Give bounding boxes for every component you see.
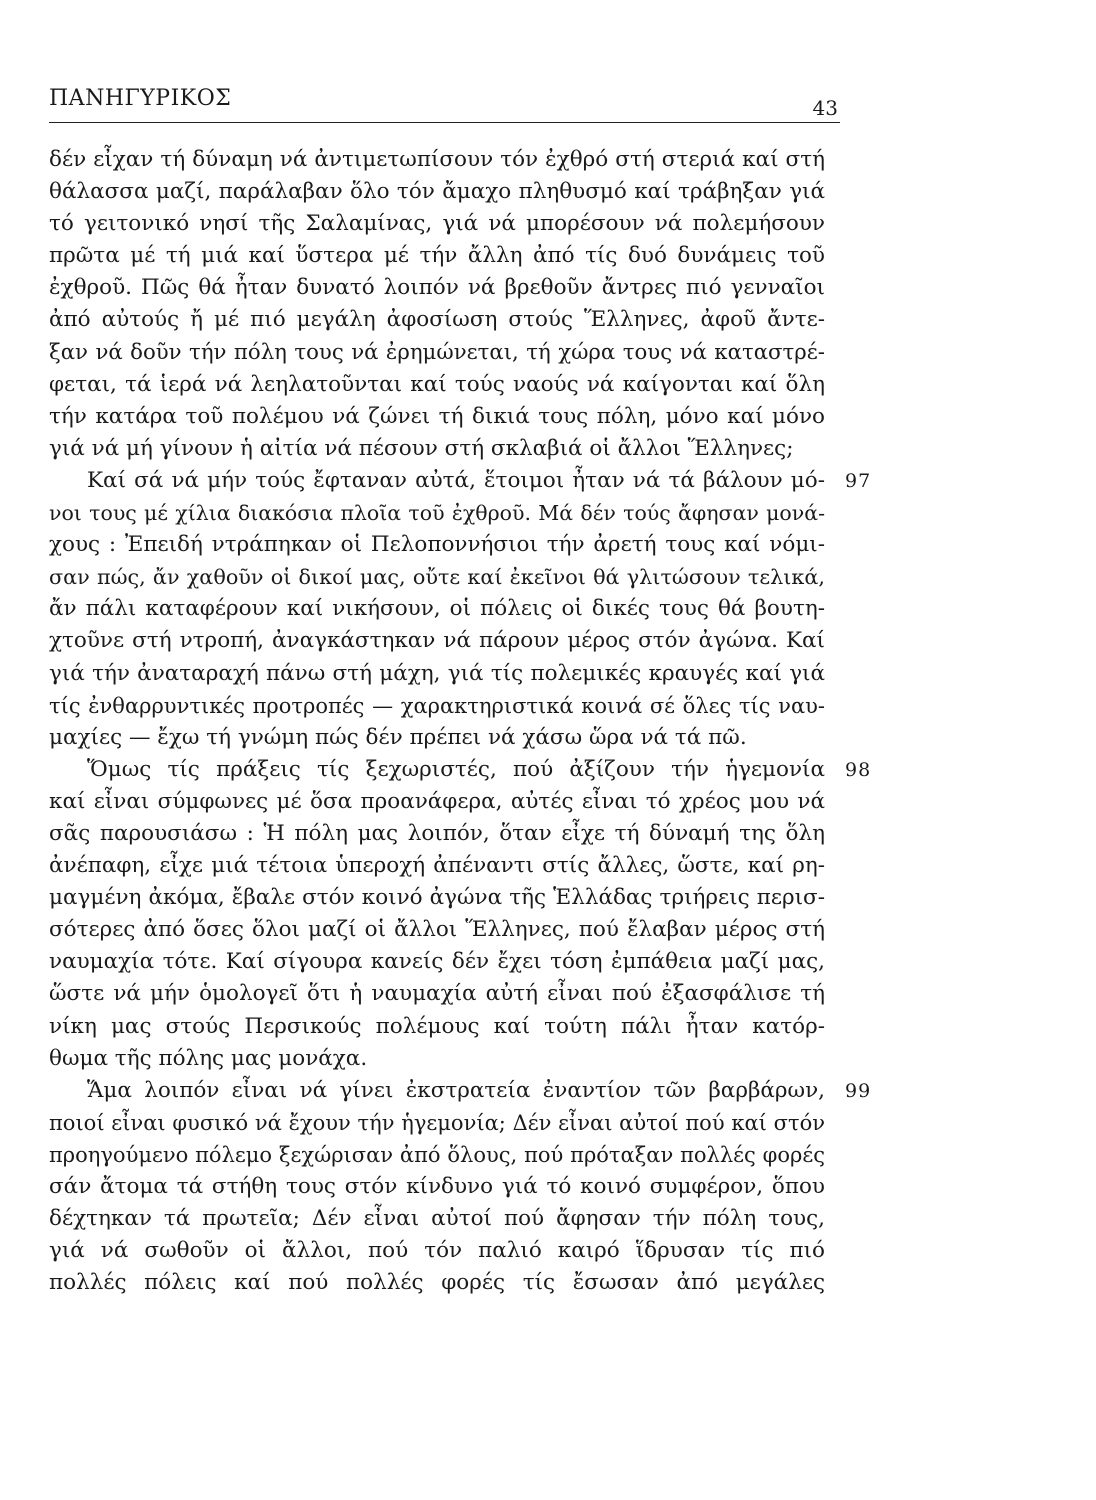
text-line: δέν εἶχαν τή δύναμη νά ἀντιμετωπίσουν τόν ἐχθρό στή στεριά καί στή: [49, 147, 825, 172]
text-line: Ἅμα λοιπόν εἶναι νά γίνει ἐκστρατεία ἐναντίον τῶν βαρβάρων,: [87, 1077, 825, 1103]
text-line: ποιοί εἶναι φυσικό νά ἔχουν τήν ἡγεμονία; Δέν εἶναι αὐτοί πού καί στόν: [49, 1110, 825, 1135]
paragraph-line: [49, 754, 872, 786]
paragraph-line: [49, 1075, 872, 1107]
text-line: Ὅμως τίς πράξεις τίς ξεχωριστές, πού ἀξίζουν τήν ἡγεμονία: [87, 756, 825, 782]
header-rule: [49, 122, 840, 123]
body-text: [49, 144, 872, 1299]
text-line: ὥστε νά μήν ὁμολογεῖ ὅτι ἡ ναυμαχία αὐτή εἶναι πού ἐξασφάλισε τή: [49, 981, 825, 1007]
text-line: γιά τήν ἀναταραχή πάνω στή μάχη, γιά τίς πολεμικές κραυγές καί γιά: [49, 660, 825, 686]
page-header: [49, 86, 840, 126]
text-line: γιά νά μή γίνουν ἡ αἰτία νά πέσουν στή σκλαβιά οἱ ἄλλοι Ἕλληνες;: [49, 435, 794, 461]
paragraph-line: [49, 465, 872, 497]
text-line: μαγμένη ἀκόμα, ἔβαλε στόν κοινό ἀγώνα τῆς Ἑλλάδας τριήρεις περισ-: [49, 885, 825, 911]
text-line: δέχτηκαν τά πρωτεῖα; Δέν εἶναι αὐτοί πού ἄφησαν τήν πόλη τους,: [49, 1206, 825, 1232]
text-line: ἀνέπαφη, εἶχε μιά τέτοια ὑπεροχή ἀπέναντι στίς ἄλλες, ὥστε, καί ρη-: [49, 853, 825, 879]
text-line: σαν πώς, ἄν χαθοῦν οἱ δικοί μας, οὔτε καί ἐκεῖνοι θά γλιτώσουν τελικά,: [49, 565, 825, 590]
margin-section-number: 99: [845, 1079, 872, 1102]
text-line: πολλές πόλεις καί πού πολλές φορές τίς ἔσωσαν ἀπό μεγάλες: [49, 1270, 825, 1296]
text-line: σᾶς παρουσιάσω : Ἡ πόλη μας λοιπόν, ὅταν εἶχε τή δύναμή της ὅλη: [49, 820, 825, 846]
text-line: μαχίες — ἔχω τή γνώμη πώς δέν πρέπει νά χάσω ὥρα νά τά πῶ.: [49, 724, 747, 750]
text-line: ἄν πάλι καταφέρουν καί νικήσουν, οἱ πόλεις οἱ δικές τους θά βουτη-: [49, 596, 825, 622]
text-line: σότερες ἀπό ὅσες ὅλοι μαζί οἱ ἄλλοι Ἕλληνες, πού ἔλαβαν μέρος στή: [49, 917, 825, 943]
text-line: τίς ἐνθαρρυντικές προτροπές — χαρακτηριστικά κοινά σέ ὅλες τίς ναυ-: [49, 693, 825, 718]
text-line: νοι τους μέ χίλια διακόσια πλοῖα τοῦ ἐχθροῦ. Μά δέν τούς ἄφησαν μονά-: [49, 501, 825, 526]
margin-section-number: 97: [845, 469, 872, 492]
text-line: ἀπό αὐτούς ἤ μέ πιό μεγάλη ἀφοσίωση στούς Ἕλληνες, ἀφοῦ ἄντε-: [49, 307, 825, 333]
page-number: 43: [812, 96, 838, 120]
text-line: προηγούμενο πόλεμο ξεχώρισαν ἀπό ὅλους, πού πρόταξαν πολλές φορές: [49, 1142, 825, 1167]
text-line: χτοῦνε στή ντροπή, ἀναγκάστηκαν νά πάρουν μέρος στόν ἀγώνα. Καί: [49, 628, 825, 654]
text-line: τήν κατάρα τοῦ πολέμου νά ζώνει τή δικιά τους πόλη, μόνο καί μόνο: [49, 403, 825, 429]
text-line: γιά νά σωθοῦν οἱ ἄλλοι, πού τόν παλιό καιρό ἵδρυσαν τίς πιό: [49, 1238, 825, 1264]
text-line: θάλασσα μαζί, παράλαβαν ὅλο τόν ἄμαχο πληθυσμό καί τράβηξαν γιά: [49, 179, 825, 205]
margin-section-number: 98: [845, 758, 872, 781]
text-line: ναυμαχία τότε. Καί σίγουρα κανείς δέν ἔχει τόση ἐμπάθεια μαζί μας,: [49, 949, 825, 975]
text-line: πρῶτα μέ τή μιά καί ὕστερα μέ τήν ἄλλη ἀπό τίς δυό δυνάμεις τοῦ: [49, 243, 825, 269]
running-head: ΠΑΝΗΓΥΡΙΚΟΣ: [49, 86, 232, 111]
text-line: φεται, τά ἱερά νά λεηλατοῦνται καί τούς ναούς νά καίγονται καί ὅλη: [49, 371, 825, 397]
text-line: Καί σά νά μήν τούς ἔφταναν αὐτά, ἕτοιμοι ἦταν νά τά βάλουν μό-: [87, 467, 825, 493]
text-line: θωμα τῆς πόλης μας μονάχα.: [49, 1045, 368, 1071]
text-line: χους : Ἐπειδή ντράπηκαν οἱ Πελοποννήσιοι τήν ἀρετή τους καί νόμι-: [49, 532, 825, 558]
text-line: ξαν νά δοῦν τήν πόλη τους νά ἐρημώνεται, τή χώρα τους νά καταστρέ-: [49, 339, 825, 365]
text-line: ἐχθροῦ. Πῶς θά ἦταν δυνατό λοιπόν νά βρεθοῦν ἄντρες πιό γενναῖοι: [49, 275, 825, 301]
text-line: τό γειτονικό νησί τῆς Σαλαμίνας, γιά νά μπορέσουν νά πολεμήσουν: [49, 211, 825, 237]
text-line: καί εἶναι σύμφωνες μέ ὅσα προανάφερα, αὐτές εἶναι τό χρέος μου νά: [49, 788, 825, 814]
text-line: νίκη μας στούς Περσικούς πολέμους καί τούτη πάλι ἦταν κατόρ-: [49, 1013, 825, 1039]
text-line: σάν ἄτομα τά στήθη τους στόν κίνδυνο γιά τό κοινό συμφέρον, ὅπου: [49, 1174, 825, 1199]
